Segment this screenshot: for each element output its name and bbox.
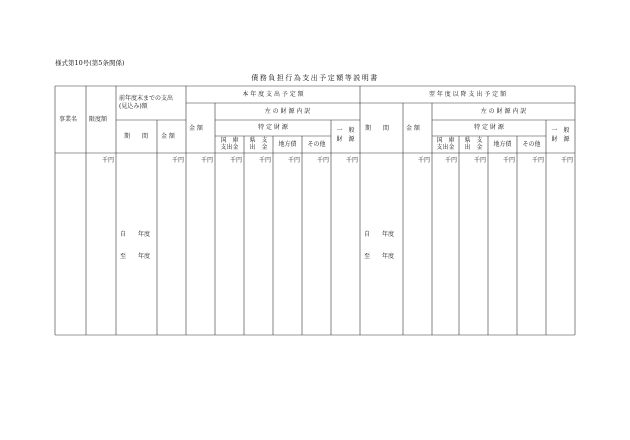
- unit-current-general: 千円: [345, 157, 358, 164]
- header-next-national-line2: 支出金: [436, 144, 455, 151]
- header-current-other: その他: [307, 141, 326, 148]
- header-current-year: 本 年 度 支 出 予 定 額: [242, 91, 304, 98]
- unit-current-other: 千円: [316, 157, 329, 164]
- unit-next-local-bond: 千円: [502, 157, 515, 164]
- header-next-general-bottom: 財 源: [551, 136, 570, 143]
- header-current-breakdown: 左 の 財 源 内 訳: [264, 108, 311, 115]
- unit-next-pref: 千円: [473, 157, 486, 164]
- unit-current-amount: 千円: [200, 157, 213, 164]
- prior-period-from: 自 年度: [120, 231, 151, 238]
- unit-limit: 千円: [101, 157, 114, 164]
- next-period-from: 自 年度: [364, 231, 395, 238]
- header-prior-spend-line1: 前年度末までの支出: [119, 95, 174, 102]
- header-next-national-line1: 国 庫: [436, 137, 455, 144]
- header-prior-amount: 金 額: [161, 133, 175, 140]
- header-current-general-bottom: 財 源: [336, 136, 355, 143]
- unit-current-pref: 千円: [258, 157, 271, 164]
- header-next-pref-line2: 出 金: [464, 144, 483, 151]
- header-current-pref-line1: 県 支: [249, 137, 268, 144]
- header-current-pref-line2: 出 金: [249, 144, 268, 151]
- form-number: 様式第10号(第5条関係): [55, 59, 125, 67]
- header-current-local-bond: 地方債: [278, 141, 297, 148]
- header-next-breakdown: 左 の 財 源 内 訳: [480, 108, 527, 115]
- header-current-general-top: 一 般: [336, 127, 355, 134]
- header-prior-period: 期 間: [124, 133, 149, 140]
- document-title: 債務負担行為支出予定額等説明書: [251, 74, 379, 82]
- header-project-name: 事業名: [59, 116, 78, 123]
- header-next-amount: 金 額: [406, 125, 420, 132]
- header-current-national-line1: 国 庫: [220, 137, 239, 144]
- next-period-to: 至 年度: [364, 253, 395, 260]
- unit-next-national: 千円: [444, 157, 457, 164]
- unit-current-national: 千円: [229, 157, 242, 164]
- header-next-specific: 特 定 財 源: [474, 124, 504, 131]
- header-current-specific: 特 定 財 源: [258, 124, 288, 131]
- unit-current-local-bond: 千円: [287, 157, 300, 164]
- unit-prior-amount: 千円: [171, 157, 184, 164]
- header-next-local-bond: 地方債: [493, 141, 512, 148]
- header-next-other: その他: [522, 141, 541, 148]
- header-current-national-line2: 支出金: [220, 144, 239, 151]
- header-next-period: 期 間: [365, 125, 390, 132]
- unit-next-other: 千円: [531, 157, 544, 164]
- header-next-general-top: 一 般: [551, 127, 570, 134]
- prior-period-to: 至 年度: [120, 253, 151, 260]
- header-current-amount: 金 額: [189, 125, 203, 132]
- header-limit-amount: 限度額: [89, 116, 108, 123]
- header-prior-spend-line2: (見込み)額: [119, 103, 148, 110]
- unit-next-general: 千円: [560, 157, 573, 164]
- unit-next-amount: 千円: [417, 157, 430, 164]
- header-next-pref-line1: 県 支: [464, 137, 483, 144]
- header-next-years: 翌 年 度 以 降 支 出 予 定 額: [428, 91, 507, 98]
